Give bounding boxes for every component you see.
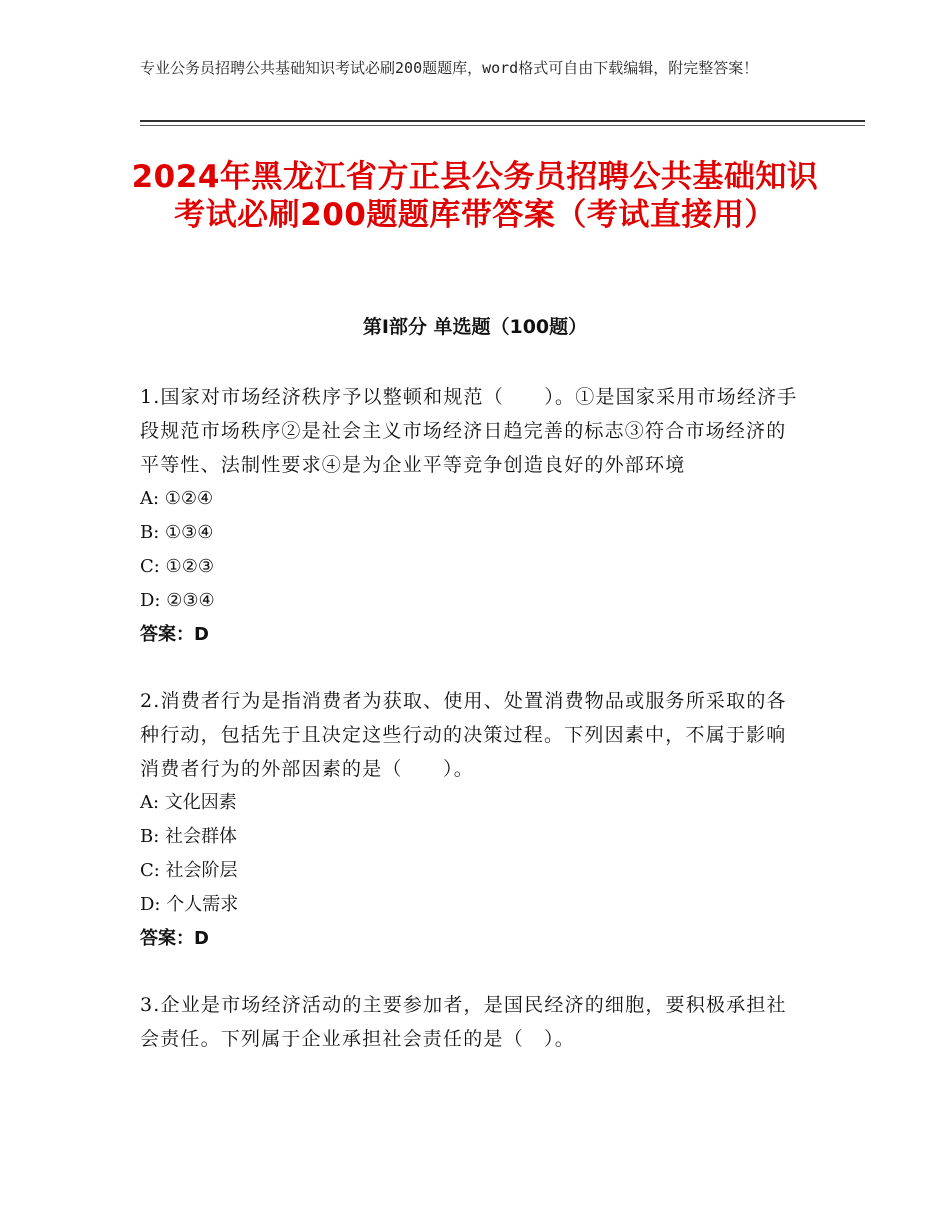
question-text: 3.企业是市场经济活动的主要参加者，是国民经济的细胞，要积极承担社会责任。下列属于企业承担社会责任的是（ ）。 xyxy=(140,994,787,1050)
option-c: C: 社会阶层 xyxy=(140,860,238,881)
header-divider-thin xyxy=(140,125,865,126)
question-text: 1.国家对市场经济秩序予以整顿和规范（ ）。①是国家采用市场经济手段规范市场秩序②是社会主义市场经济日趋完善的标志③符合市场经济的平等性、法制性要求④是为企业平等竞争创造良好的外部环境 xyxy=(140,386,798,476)
question-text: 2.消费者行为是指消费者为获取、使用、处置消费物品或服务所采取的各种行动，包括先于且决定这些行动的决策过程。下列因素中，不属于影响消费者行为的外部因素的是（ ）。 xyxy=(140,690,787,780)
question-2 xyxy=(140,684,800,956)
option-d: D: 个人需求 xyxy=(140,894,239,915)
header-divider xyxy=(140,120,865,122)
answer: 答案：D xyxy=(140,624,209,645)
document-title: 2024年黑龙江省方正县公务员招聘公共基础知识考试必刷200题题库带答案（考试直接用） xyxy=(131,159,819,233)
question-3 xyxy=(140,988,800,1056)
option-a: A: 文化因素 xyxy=(140,792,237,813)
option-b: B: 社会群体 xyxy=(140,826,238,847)
option-a: A: ①②④ xyxy=(140,488,214,509)
option-b: B: ①③④ xyxy=(140,522,214,543)
answer: 答案：D xyxy=(140,928,209,949)
question-1 xyxy=(140,380,800,652)
option-c: C: ①②③ xyxy=(140,556,214,577)
section-title: 第Ⅰ部分 单选题（100题） xyxy=(362,316,588,338)
option-d: D: ②③④ xyxy=(140,590,215,611)
question-list xyxy=(140,380,800,1088)
header-note: 专业公务员招聘公共基础知识考试必刷200题题库，word格式可自由下载编辑，附完整答案！ xyxy=(140,59,759,77)
